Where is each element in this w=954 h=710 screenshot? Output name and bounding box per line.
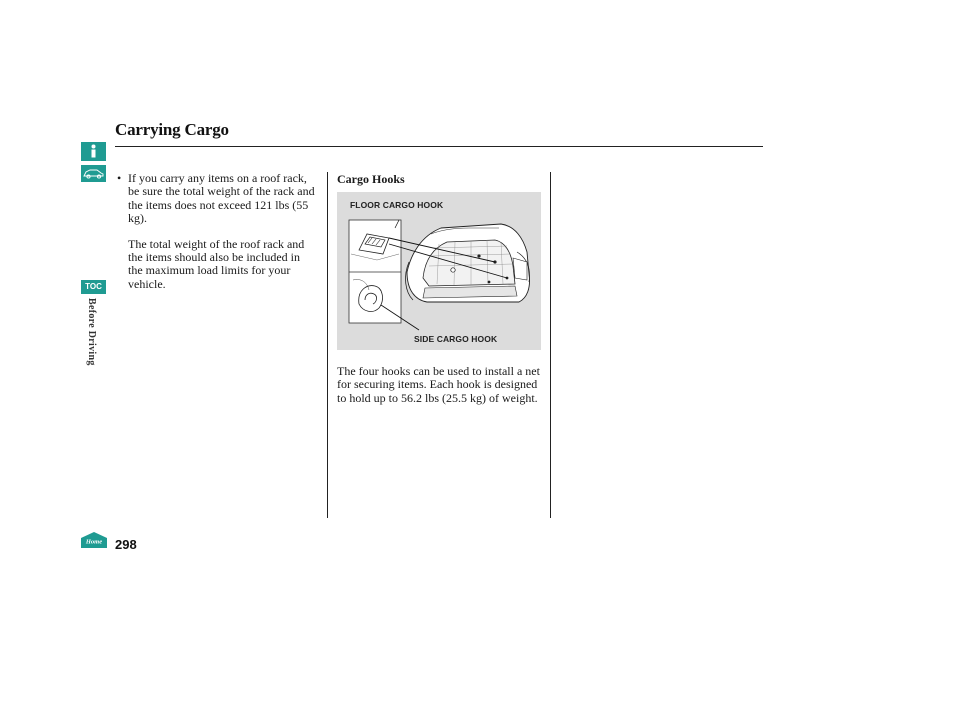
floor-cargo-hook-label: FLOOR CARGO HOOK xyxy=(350,200,444,210)
cargo-area-drawing xyxy=(337,192,541,350)
home-icon xyxy=(80,531,108,549)
title-divider xyxy=(115,146,763,147)
bullet-item xyxy=(117,172,317,226)
roof-rack-paragraph: If you carry any items on a roof rack, be sure the total weight of the rack and the items does not exceed 121 lbs (55 kg). xyxy=(128,171,315,226)
cargo-hook-illustration xyxy=(337,192,541,350)
home-button[interactable] xyxy=(80,531,108,549)
side-cargo-hook-label: SIDE CARGO HOOK xyxy=(414,334,498,344)
right-column xyxy=(337,172,543,405)
section-label: Before Driving xyxy=(86,298,97,366)
bullet-marker: • xyxy=(117,171,122,185)
page-title: Carrying Cargo xyxy=(115,120,229,139)
column-divider xyxy=(550,172,551,518)
left-column xyxy=(117,172,317,291)
cargo-hooks-heading: Cargo Hooks xyxy=(337,172,405,186)
info-icon xyxy=(81,142,106,161)
cargo-hooks-description: The four hooks can be used to install a net for securing items. Each hook is designed to hold up to 56.2 lbs (25.5 kg) of weight. xyxy=(337,364,540,405)
info-tab-button[interactable] xyxy=(81,142,106,161)
home-label: Home xyxy=(85,538,103,546)
toc-button[interactable]: TOC xyxy=(81,280,106,294)
car-icon xyxy=(81,165,106,182)
page-number: 298 xyxy=(115,537,137,552)
vehicle-tab-button[interactable] xyxy=(81,165,106,182)
load-limit-paragraph: The total weight of the roof rack and the items should also be included in the maximum load limits for your vehicle. xyxy=(128,236,305,291)
column-divider xyxy=(327,172,328,518)
